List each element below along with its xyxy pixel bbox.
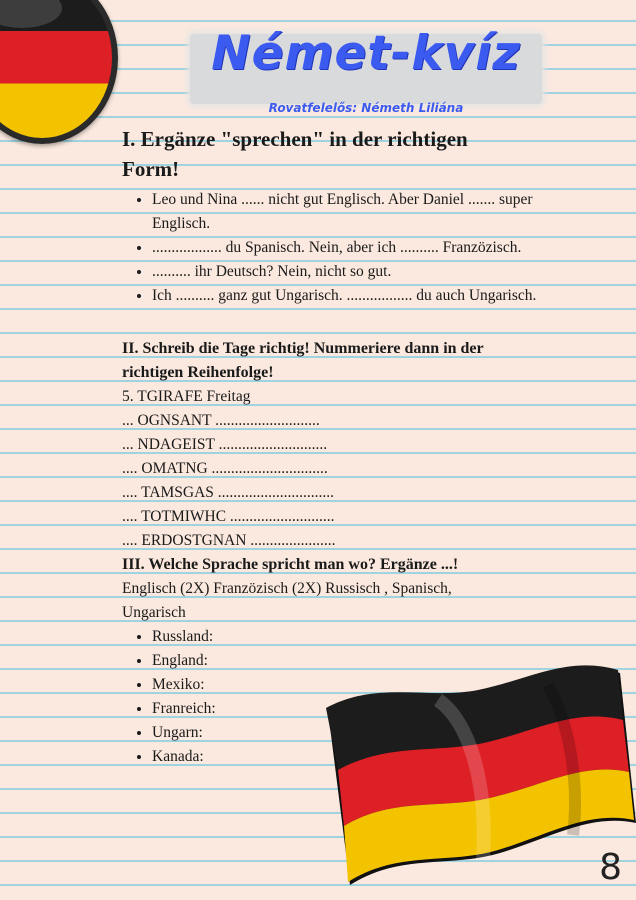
day-line: .... TAMSGAS .............................. [122,484,335,501]
list-item: • Ungarn: [152,721,352,745]
section-2 [122,337,562,553]
list-item: • Kanada: [152,745,352,769]
day-line: .... OMATNG .............................. [122,460,328,477]
day-line: ... NDAGEIST ............................ [122,436,328,453]
section-1-heading: I. Ergänze "sprechen" in der richtigen Form! [122,127,468,181]
list-item: • .......... ihr Deutsch? Nein, nicht so gut. [152,260,562,284]
list-item: • Russland: [152,625,352,649]
list-item: • Franreich: [152,697,352,721]
section-1 [122,124,562,308]
list-item: • Ich .......... ganz gut Ungarisch. ................. du auch Ungarisch. [152,284,562,308]
waving-german-flag-icon [318,660,636,890]
section-2-heading: II. Schreib die Tage richtig! Nummeriere dann in der richtigen Reihenfolge! [122,340,484,381]
page-subtitle: Rovatfelelős: Németh Liliána [268,101,464,115]
day-line: 5. TGIRAFE Freitag [122,388,251,405]
day-line: .... TOTMIWHC ........................... [122,508,335,525]
list-item: • Mexiko: [152,673,352,697]
list-item: • Leo und Nina ...... nicht gut Englisch. Aber Daniel ....... super Englisch. [152,188,562,236]
page-number: 8 [599,847,622,888]
language-options: Englisch (2X) Franzözisch (2X) Russisch , Spanisch, Ungarisch [122,580,452,621]
german-flag-badge-icon [0,0,118,144]
section-1-list [122,188,562,308]
list-item: • England: [152,649,352,673]
page-title: Német-kvíz [211,26,521,81]
day-line: .... ERDOSTGNAN ...................... [122,532,336,549]
list-item: • .................. du Spanisch. Nein, aber ich .......... Franzözisch. [152,236,562,260]
section-3-heading: III. Welche Sprache spricht man wo? Ergänze ...! [122,556,459,573]
day-line: ... OGNSANT ........................... [122,412,320,429]
